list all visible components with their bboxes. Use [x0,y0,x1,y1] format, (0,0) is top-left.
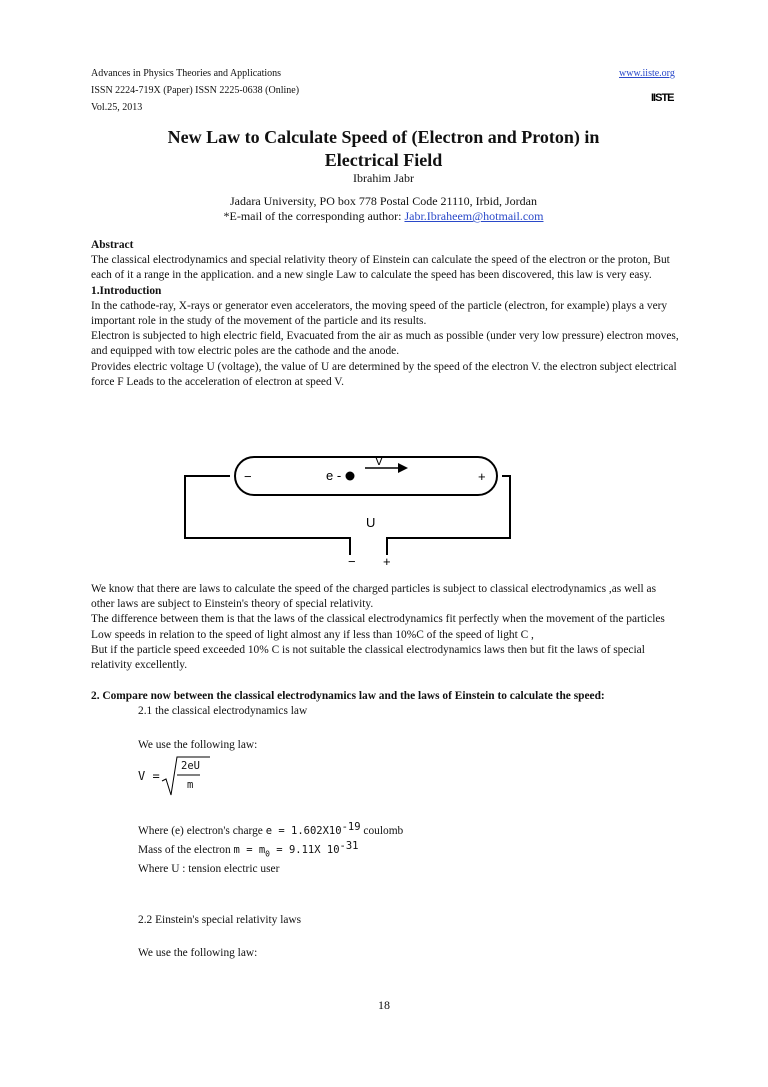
anode-wire [387,476,510,555]
tension-line: Where U : tension electric user [138,863,280,875]
use-law-text: We use the following law: [138,739,258,751]
classical-speed-formula [138,755,218,800]
intro-heading: 1.Introduction [91,284,162,297]
cathode-minus: − [244,469,252,484]
volume-line: Vol.25, 2013 [91,102,143,113]
electron-label: e - [326,468,342,483]
email-line [91,208,676,224]
use-law-text-2: We use the following law: [138,947,258,959]
terminal-minus: − [348,554,356,569]
body-section [91,582,681,673]
email-label: *E-mail of the corresponding author: [223,209,405,223]
cathode-wire [185,476,350,555]
intro-paragraph-1: In the cathode-ray, X-rays or generator even accelerators, the moving speed of the particle (electron, for example) plays a very important role in the study of the movement of the particle and its results. [91,299,668,328]
subsection-2-2: 2.2 Einstein's special relativity laws [138,914,302,926]
page-number: 18 [378,998,390,1012]
page-title [91,126,676,172]
section-2-heading: 2. Compare now between the classical electrodynamics law and the laws of Einstein to calculate the speed: [91,690,605,702]
charge-equation: e = 1.602X10 [265,825,342,837]
electron-dot [346,472,355,481]
body-paragraph-2: The difference between them is that the laws of the classical electrodynamics fit perfectly when the movement of the particles Low speeds in relation to the speed of light almost any if less than 10%C of the speed of light C , [91,613,665,641]
title-line-1: New Law to Calculate Speed of (Electron and Proton) in [167,127,600,147]
mass-exponent: -31 [339,840,359,852]
formula-denominator: m [187,779,194,791]
journal-name: Advances in Physics Theories and Applications [91,68,282,79]
body-paragraph-3: But if the particle speed exceeded 10% C is not suitable the classical electrodynamics laws then but fit the laws of special relativity excellently. [91,643,645,672]
mass-text: Mass of the electron [138,844,231,856]
email-link[interactable]: Jabr.Ibraheem@hotmail.com [404,209,544,223]
intro-paragraph-2: Electron is subjected to high electric field, Evacuated from the air as much as possible (under very low pressure) electron moves, and equipped with tow electric poles are the cathode and the anode. [91,330,679,358]
charge-unit: coulomb [360,825,404,837]
title-line-2: Electrical Field [324,150,443,170]
abstract-text: The classical electrodynamics and special relativity theory of Einstein can calculate the speed of the electron or the proton, But each of it a range in the application. and a new single Law to calculate the speed has been discovered, this law is very easy. [91,254,670,282]
affiliation: Jadara University, PO box 778 Postal Code 21110, Irbid, Jordan [230,194,537,208]
mass-line [138,840,359,861]
abstract-section [91,238,681,390]
issn-line: ISSN 2224-719X (Paper) ISSN 2225-0638 (Online) [91,85,300,96]
abstract-heading: Abstract [91,239,134,251]
website-link[interactable]: www.iiste.org [619,68,675,79]
charge-line [138,821,404,839]
formula-lhs: V = [138,769,160,783]
subsection-2-1: 2.1 the classical electrodynamics law [138,705,308,717]
mass-equation-value: = 9.11X 10 [269,844,340,856]
cathode-tube-diagram [180,452,520,577]
intro-paragraph-3: Provides electric voltage U (voltage), the value of U are determined by the speed of the electron V. the electron subject electrical force F Leads to the acceleration of electron at speed V. [91,360,677,388]
charge-exponent: -19 [341,821,361,833]
anode-plus: + [478,469,486,484]
terminal-plus: + [383,554,391,569]
body-paragraph-1: We know that there are laws to calculate the speed of the charged particles is subject to classical electrodynamics ,as well as other laws are subject to Einstein's theory of special relativity. [91,583,657,611]
iiste-logo: IISTE [651,92,674,104]
voltage-label: U [366,515,376,530]
velocity-label: V [375,454,384,468]
formula-numerator: 2eU [181,760,200,772]
tube-outline [235,457,497,495]
velocity-arrowhead [398,463,408,473]
mass-equation: m = m [233,844,266,856]
mass-subscript: 0 [265,849,270,859]
author: Ibrahim Jabr [353,171,414,185]
charge-text: Where (e) electron's charge [138,825,263,837]
